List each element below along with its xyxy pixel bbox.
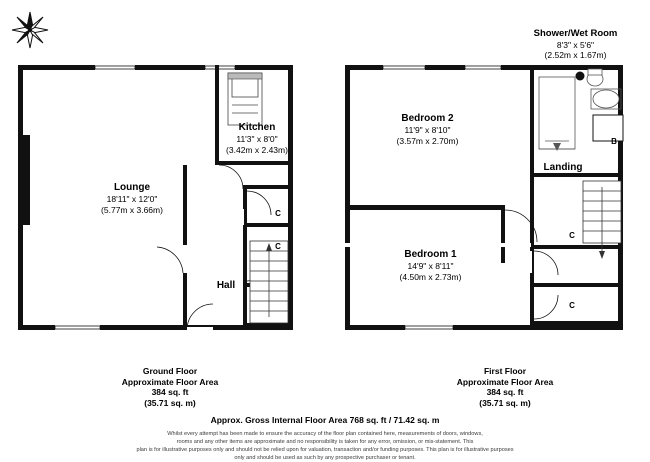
cupboard-label-ground-2: C: [275, 242, 281, 251]
bathroom-marker-label: B: [611, 137, 617, 146]
shower-room-name: Shower/Wet Room: [533, 28, 618, 39]
room-label-shower-wet-room: [508, 28, 643, 60]
lounge-dim-imperial: 18'11" x 12'0": [106, 194, 158, 205]
room-label-lounge: [62, 182, 202, 215]
bedroom-2-dim-metric: (3.57m x 2.70m): [396, 135, 459, 146]
ground-floor-area-block: [60, 366, 280, 409]
bedroom-2-dim-imperial: 11'9" x 8'10": [404, 125, 451, 136]
shower-room-dim-metric: (2.52m x 1.67m): [544, 49, 607, 60]
ground-floor-area-caption: Approximate Floor Area: [121, 376, 219, 387]
disclaimer-line-4: only and should be used as such by any prospective purchaser or tenant.: [234, 455, 416, 462]
first-floor-area-sqm: (35.71 sq. m): [479, 397, 531, 408]
room-label-hall: [196, 280, 256, 292]
bedroom-1-dim-imperial: 14'9" x 8'11": [407, 261, 454, 272]
shower-room-dim-imperial: 8'3" x 5'6": [556, 39, 595, 50]
cupboard-label-ground-1: C: [275, 209, 281, 218]
gross-internal-area: Approx. Gross Internal Floor Area 768 sq. ft / 71.42 sq. m: [210, 415, 440, 425]
room-label-bedroom-2: [355, 113, 500, 146]
disclaimer-line-3: plan is for illustrative purposes only and should not be relied upon for valuation, transaction and/or funding purposes. This plan is for illustrative purposes: [136, 447, 514, 454]
room-label-landing: [528, 162, 598, 174]
ground-floor-drawing: [0, 55, 330, 400]
bedroom-1-name: Bedroom 1: [404, 249, 457, 260]
ground-floor-area-sqm: (35.71 sq. m): [144, 397, 196, 408]
bedroom-2-name: Bedroom 2: [401, 113, 454, 124]
landing-name: Landing: [543, 162, 583, 173]
first-floor-drawing: [325, 55, 650, 400]
ground-floor-title: Ground Floor: [142, 366, 198, 376]
cupboard-label-first-2: C: [569, 301, 575, 310]
first-floor-area-block: [395, 366, 615, 409]
hall-name: Hall: [216, 280, 236, 291]
compass-icon: [8, 8, 52, 52]
first-floor-title: First Floor: [483, 366, 527, 376]
first-floor-area-caption: Approximate Floor Area: [456, 376, 554, 387]
kitchen-dim-metric: (3.42m x 2.43m): [226, 144, 288, 155]
ground-floor-area-sqft: 384 sq. ft: [151, 387, 189, 398]
lounge-name: Lounge: [113, 182, 151, 193]
disclaimer-line-2: rooms and any other items are approximate and no responsibility is taken for any error, omission, or mis-statement. This: [176, 439, 474, 446]
lounge-dim-metric: (5.77m x 3.66m): [101, 204, 163, 215]
cupboard-label-first-1: C: [569, 231, 575, 240]
disclaimer: [0, 430, 650, 462]
kitchen-dim-imperial: 11'3" x 8'0": [236, 134, 278, 145]
disclaimer-line-1: Whilst every attempt has been made to ensure the accuracy of the floor plan contained here, measurements of doors, windows,: [167, 431, 483, 437]
first-floor-area-sqft: 384 sq. ft: [486, 387, 524, 398]
room-label-kitchen: [192, 122, 322, 155]
kitchen-name: Kitchen: [238, 122, 276, 133]
room-label-bedroom-1: [358, 249, 503, 282]
bedroom-1-dim-metric: (4.50m x 2.73m): [399, 271, 462, 282]
